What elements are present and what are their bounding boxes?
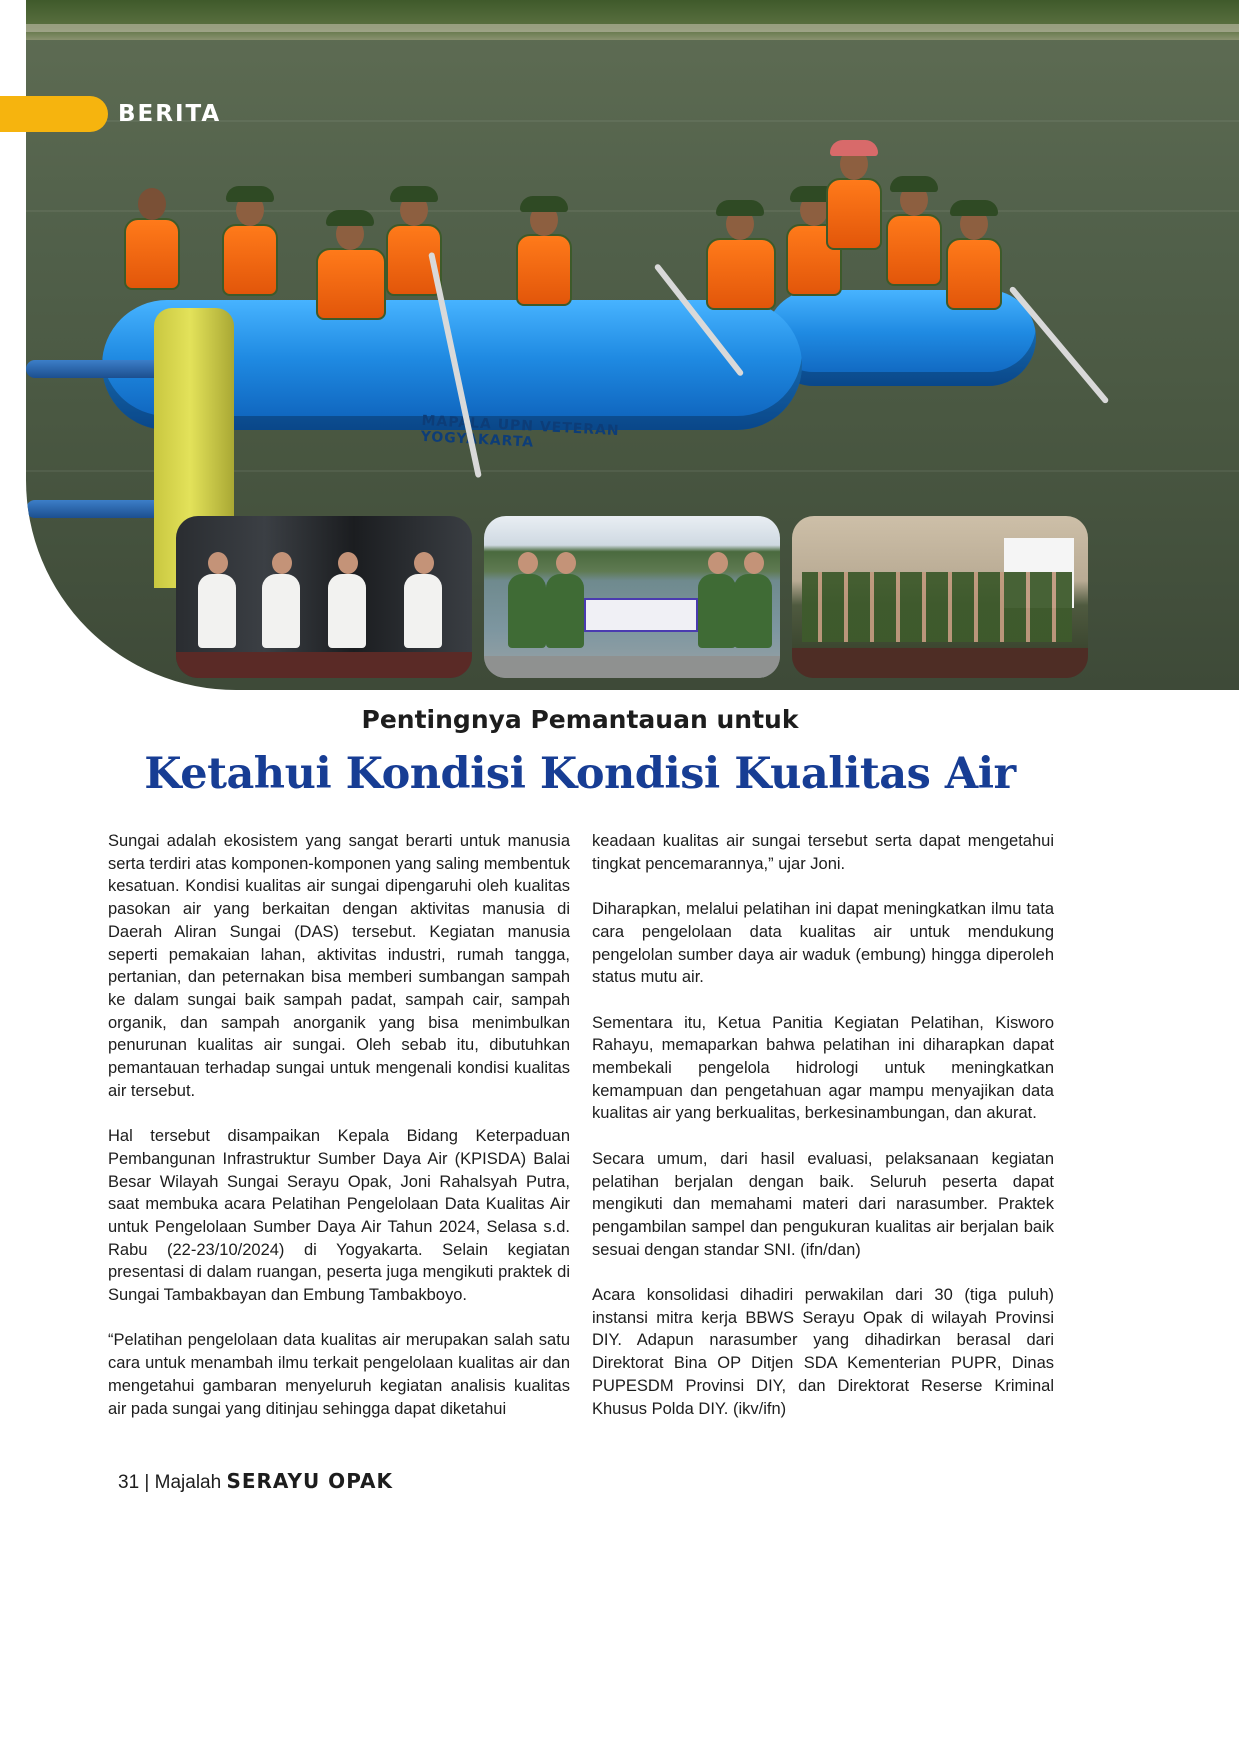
page-number: 31 <box>118 1472 140 1493</box>
participant <box>386 186 442 306</box>
article-paragraph: Hal tersebut disampaikan Kepala Bidang Keterpaduan Pembangunan Infrastruktur Sumber Daya Air (KPISDA) Balai Besar Wilayah Sungai Serayu Opak, Joni Rahalsyah Putra, saat membuka acara Pelatihan Pengelolaan Data Kualitas Air untuk Pengelolaan Sumber Daya Air Tahun 2024, Selasa s.d. Rabu (22-23/10/2024) di Yogyakarta. Selain kegiatan presentasi di dalam ruangan, peserta juga mengikuti praktek di Sungai Tambakbayan dan Embung Tambakboyo. <box>108 1127 570 1305</box>
thumbnail-meeting-room-photo <box>792 516 1088 678</box>
article-paragraph: Sementara itu, Ketua Panitia Kegiatan Pelatihan, Kisworo Rahayu, memaparkan bahwa pelatihan ini diharapkan dapat membekali pengelola hidrologi untuk meningkatkan kemampuan dan pengetahuan agar mampu menyajikan data kualitas air yang berkualitas, berkesinambungan, dan akurat. <box>592 1013 1054 1123</box>
section-label: BERITA <box>118 101 222 127</box>
thumbnail-officials-photo <box>176 516 472 678</box>
magazine-name: SERAYU OPAK <box>226 1469 393 1493</box>
water-ripple <box>26 210 1239 212</box>
participant <box>316 210 386 330</box>
article-title: Ketahui Kondisi Kondisi Kualitas Air <box>144 749 1016 799</box>
article-paragraph: Acara konsolidasi dihadiri perwakilan dari 30 (tiga puluh) instansi mitra kerja BBWS Serayu Opak di wilayah Provinsi DIY. Adapun narasumber yang dihadirkan berasal dari Direktorat Bina OP Ditjen SDA Kementerian PUPR, Dinas PUPESDM Provinsi DIY, dan Direktorat Reserse Kriminal Khusus Polda DIY. (ikv/ifn) <box>592 1286 1054 1418</box>
page-footer <box>118 1466 393 1496</box>
article-paragraph: keadaan kualitas air sungai tersebut serta dapat mengetahui tingkat pencemarannya,” ujar Joni. <box>592 832 1054 873</box>
section-tab <box>0 96 108 132</box>
thumbnail-group-field-photo <box>484 516 780 678</box>
participant <box>946 200 1002 320</box>
participant <box>706 200 776 320</box>
article-paragraph: Secara umum, dari hasil evaluasi, pelaksanaan kegiatan pelatihan berjalan dengan baik. Seluruh peserta dapat mengikuti dan memahami materi dari narasumber. Praktek pengambilan sampel dan pengukuran kualitas air berjalan baik sesuai dengan standar SNI. (ifn/dan) <box>592 1149 1054 1259</box>
participant <box>516 196 572 316</box>
participant <box>886 176 942 296</box>
article-paragraph: Sungai adalah ekosistem yang sangat berarti untuk manusia serta terdiri atas komponen-komponen yang saling membentuk kesatuan. Kondisi kualitas air sungai dipengaruhi oleh kualitas pasokan air yang berkaitan dengan aktivitas manusia di Daerah Aliran Sungai (DAS) tersebut. Kegiatan manusia seperti pemakaian lahan, aktivitas industri, rumah tangga, pertanian, dan peternakan bisa memberi sumbangan sampah ke dalam sungai baik sampah padat, sampah cair, sampah organik, dan sampah anorganik yang bisa menimbulkan penurunan kualitas air sungai. Oleh sebab itu, dibutuhkan pemantauan terhadap sungai untuk mengenali kondisi kualitas air tersebut. <box>108 832 570 1100</box>
participant <box>124 180 180 300</box>
hero-treeline <box>26 0 1239 40</box>
participant <box>826 140 882 260</box>
article-paragraph: “Pelatihan pengelolaan data kualitas air merupakan salah satu cara untuk menambah ilmu terkait pengelolaan kualitas air dan mengetahui gambaran menyeluruh kegiatan analisis kualitas air pada sungai yang ditinjau sehingga dapat diketahui <box>108 1331 570 1418</box>
footer-separator: | <box>144 1472 150 1493</box>
participant <box>222 186 278 306</box>
article-paragraph: Diharapkan, melalui pelatihan ini dapat meningkatkan ilmu tata cara pengelolaan data kualitas air untuk mendukung pengelolan sumber daya air waduk (embung) hingga diperoleh status mutu air. <box>592 900 1054 987</box>
article-column-left <box>108 830 570 1443</box>
raft-label: MAPALA UPN VETERAN YOGYAKARTA <box>420 412 620 451</box>
article-kicker: Pentingnya Pemantauan untuk <box>361 705 799 734</box>
magazine-prefix: Majalah <box>154 1472 222 1493</box>
article-column-right <box>592 830 1054 1443</box>
